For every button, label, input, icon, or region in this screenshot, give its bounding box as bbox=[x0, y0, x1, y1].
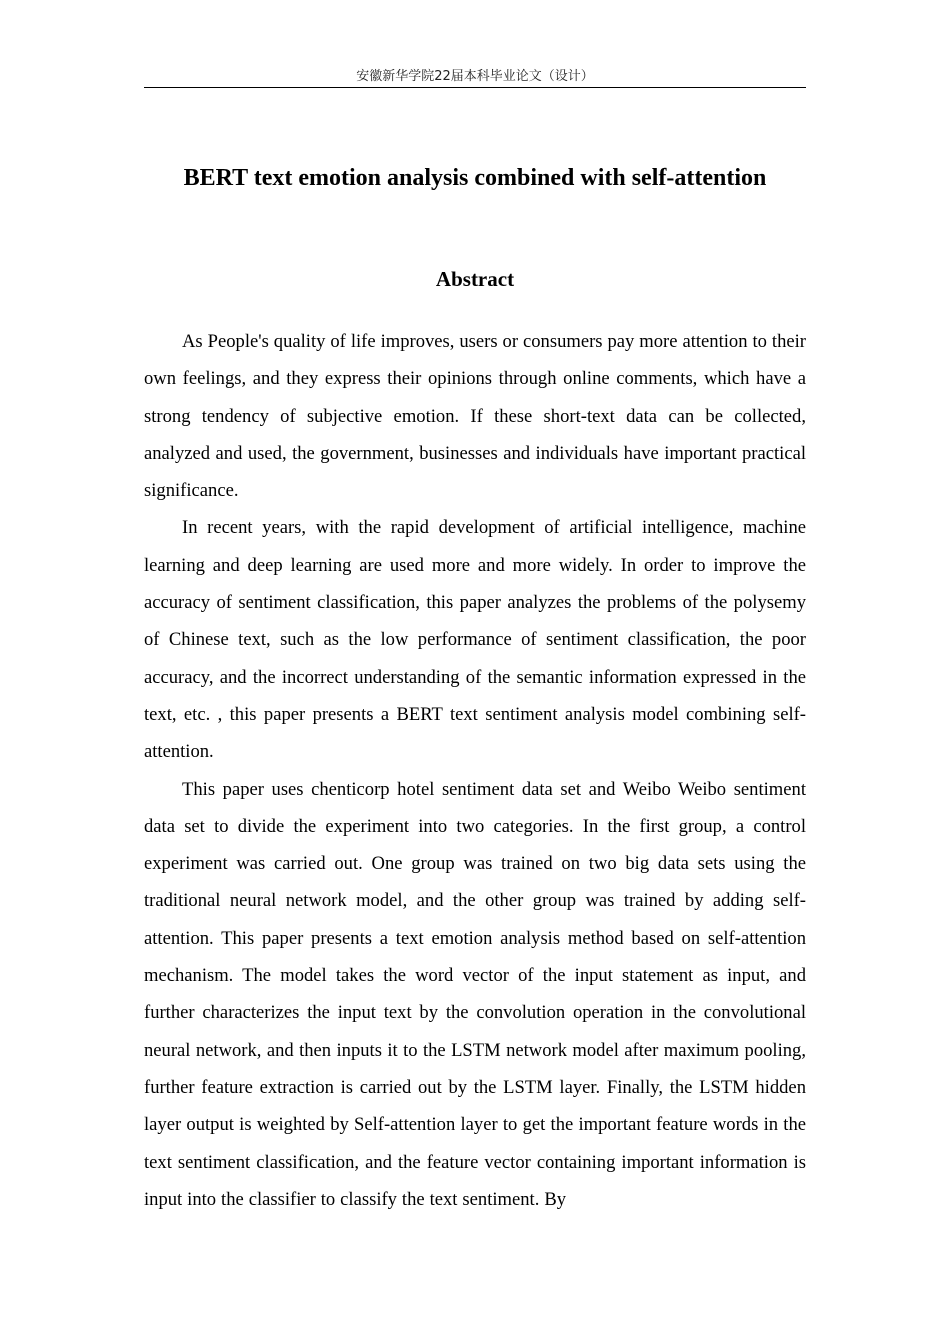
abstract-paragraph: As People's quality of life improves, users or consumers pay more attention to their own feelings, and they express their opinions through online comments, which have a strong tendency of subjective emotion. If these short-text data can be collected, analyzed and used, the government, businesses and individuals have important practical significance. bbox=[144, 331, 806, 502]
abstract-paragraph: In recent years, with the rapid development of artificial intelligence, machine learning and deep learning are used more and more widely. In order to improve the accuracy of sentiment classification, this paper analyzes the problems of the polysemy of Chinese text, such as the low performance of sentiment classification, the poor accuracy, and the incorrect understanding of the semantic information expressed in the text, etc. , this paper presents a BERT text sentiment analysis model combining self-attention. bbox=[144, 517, 806, 763]
abstract-paragraph: This paper uses chenticorp hotel sentiment data set and Weibo Weibo sentiment data set to divide the experiment into two categories. In the first group, a control experiment was carried out. One group was trained on two big data sets using the traditional neural network model, and the other group was trained by adding self-attention. This paper presents a text emotion analysis method based on self-attention mechanism. The model takes the word vector of the input statement as input, and further characterizes the input text by the convolution operation in the convolutional neural network, and then inputs it to the LSTM network model after maximum pooling, further feature extraction is carried out by the LSTM layer. Finally, the LSTM hidden layer output is weighted by Self-attention layer to get the important feature words in the text sentiment classification, and the feature vector containing important information is input into the classifier to classify the text sentiment. By bbox=[144, 778, 806, 1210]
running-header: 安徽新华学院22届本科毕业论文（设计） bbox=[356, 69, 594, 84]
abstract-heading: Abstract bbox=[435, 267, 515, 291]
abstract-body bbox=[144, 323, 806, 1223]
header-rule bbox=[144, 87, 806, 88]
document-title: BERT text emotion analysis combined with self-attention bbox=[183, 165, 767, 191]
